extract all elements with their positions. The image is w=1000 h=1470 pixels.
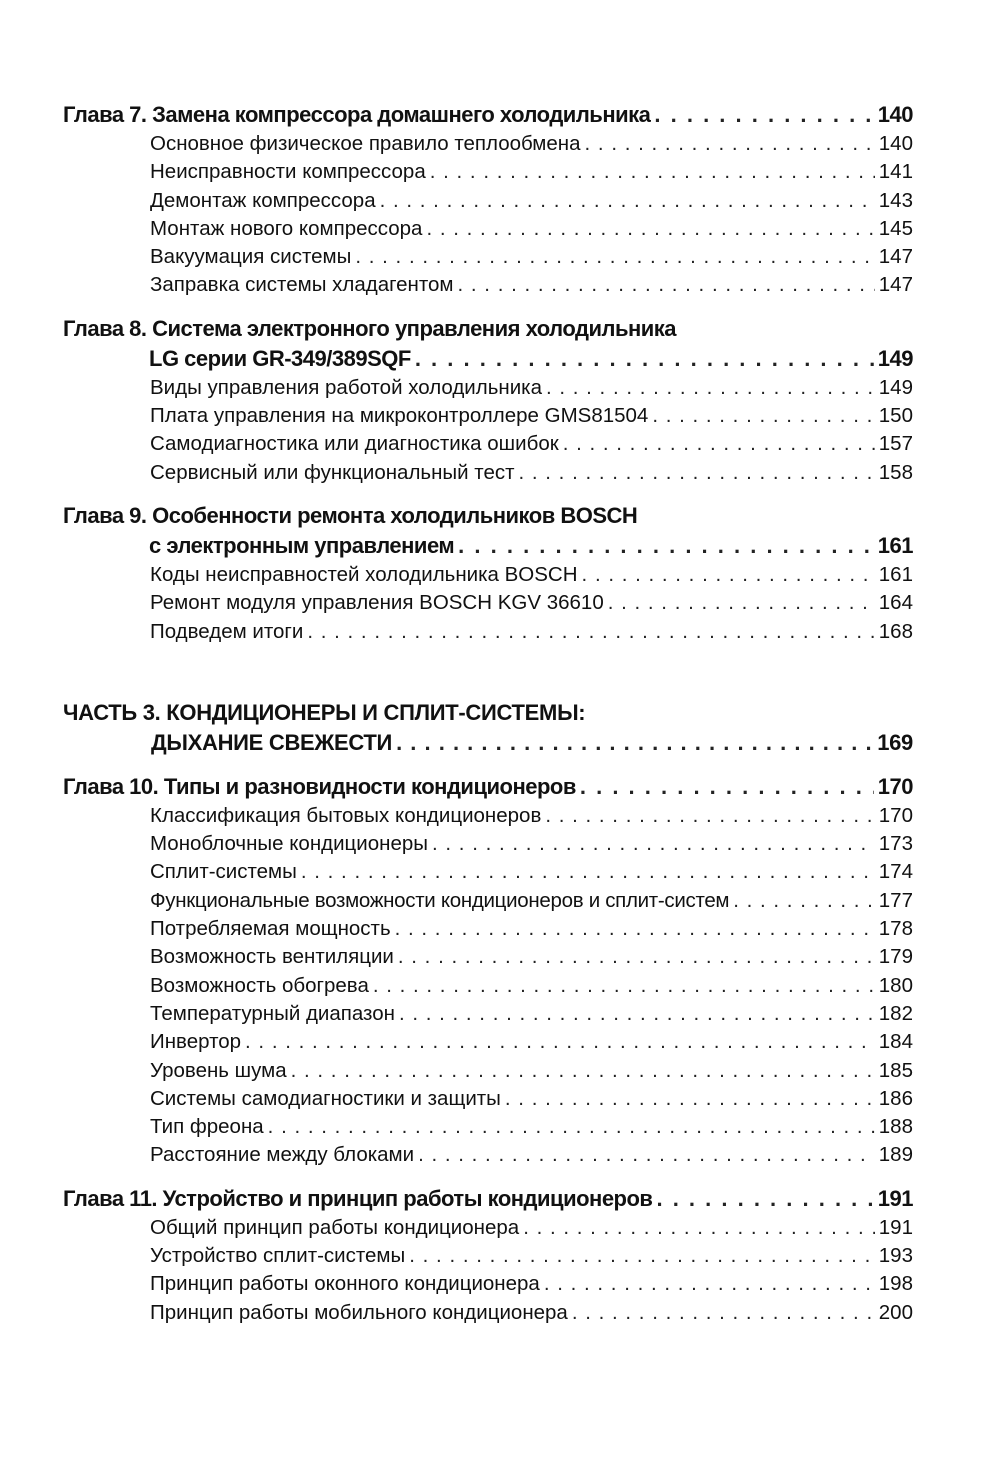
part-3-heading[interactable] [63,698,913,758]
page-number: 164 [878,591,913,615]
leader-dots [608,589,875,617]
page-number: 161 [877,532,913,558]
leader-dots [523,1214,875,1242]
page-number: 189 [878,1143,913,1167]
entry-title: Возможность вентиляции [150,945,394,969]
toc-entry[interactable] [150,887,913,915]
toc-entry[interactable] [150,1299,913,1327]
leader-dots [415,344,874,374]
chapter-title-line-2: с электронным управлением [149,532,455,558]
part-title-line-2: ДЫХАНИЕ СВЕЖЕСТИ [151,729,393,755]
toc-entry[interactable] [150,374,913,402]
entry-title: Ремонт модуля управления BOSCH KGV 36610 [150,591,604,615]
page-number: 141 [878,160,913,184]
toc-entry[interactable] [150,459,913,487]
toc-entry[interactable] [150,271,913,299]
page-number: 182 [878,1001,913,1025]
toc-entry[interactable] [150,802,913,830]
leader-dots [546,374,875,402]
page-number: 168 [878,619,913,643]
chapter-title: Глава 10. Типы и разновидности кондиционеров [63,773,576,799]
toc-entry[interactable] [150,943,913,971]
chapter-11-heading[interactable] [63,1184,913,1214]
chapter-7-heading[interactable] [63,100,913,130]
page-number: 198 [878,1272,913,1296]
entry-title: Принцип работы мобильного кондиционера [150,1300,568,1324]
leader-dots [355,243,874,271]
entry-title: Возможность обогрева [150,973,369,997]
page-number: 143 [878,188,913,212]
table-of-contents [63,100,913,1337]
leader-dots [291,1057,875,1085]
entry-title: Устройство сплит-системы [150,1244,406,1268]
page-number: 149 [878,375,913,399]
leader-dots [544,1270,875,1298]
page-number: 174 [878,860,913,884]
entry-title: Вакуумация системы [150,245,352,269]
page-number: 170 [878,803,913,827]
page-number: 140 [877,102,913,127]
leader-dots [585,130,875,158]
toc-entry[interactable] [150,1214,913,1242]
toc-entry[interactable] [150,402,913,430]
entry-title: Неисправности компрессора [150,160,426,184]
toc-entry[interactable] [150,1270,913,1298]
page-number: 200 [878,1300,913,1324]
chapter-10-sections [63,802,913,1170]
page-number: 186 [878,1086,913,1110]
toc-entry[interactable] [150,972,913,1000]
leader-dots [519,459,875,487]
leader-dots [654,100,873,130]
leader-dots [373,972,875,1000]
toc-entry[interactable] [150,215,913,243]
toc-entry[interactable] [150,915,913,943]
page-number: 185 [878,1058,913,1082]
entry-title: Основное физическое правило теплообмена [150,132,581,155]
chapter-title-line-2: LG серии GR-349/389SQF [149,345,411,371]
page-number: 173 [878,832,913,856]
toc-entry[interactable] [150,858,913,886]
page-number: 188 [878,1115,913,1139]
toc-entry[interactable] [150,130,913,158]
page-number: 149 [877,345,913,371]
page-number: 157 [878,432,913,456]
toc-entry[interactable] [150,1000,913,1028]
chapter-9-block [63,501,913,646]
part-title-line-1: ЧАСТЬ 3. КОНДИЦИОНЕРЫ И СПЛИТ-СИСТЕМЫ: [63,699,586,725]
entry-title: Классификация бытовых кондиционеров [150,803,542,827]
entry-title: Виды управления работой холодильника [150,375,542,399]
entry-title: Расстояние между блоками [150,1143,415,1167]
page-number: 147 [878,273,913,297]
page-number: 150 [878,404,913,428]
toc-entry[interactable] [150,1141,913,1169]
page-number: 180 [878,973,913,997]
page-number: 170 [877,773,913,799]
page-number: 158 [878,460,913,484]
toc-entry[interactable] [150,1028,913,1056]
entry-title: Инвертор [150,1030,242,1054]
chapter-title-line-1: Глава 9. Особенности ремонта холодильников BOSCH [63,502,638,528]
entry-title: Уровень шума [150,1058,287,1082]
toc-entry[interactable] [150,158,913,186]
chapter-8-block [63,314,913,487]
leader-dots [580,772,874,802]
entry-title: Монтаж нового компрессора [150,216,423,240]
page-number: 184 [878,1030,913,1054]
page-number: 169 [877,729,913,755]
entry-title: Самодиагностика или диагностика ошибок [150,432,559,456]
entry-title: Демонтаж компрессора [150,188,376,212]
chapter-8-heading[interactable] [63,314,913,374]
leader-dots [656,1184,873,1214]
toc-entry[interactable] [150,243,913,271]
leader-dots [307,618,874,646]
leader-dots [582,561,875,589]
chapter-11-block [63,1184,913,1327]
toc-entry[interactable] [150,1242,913,1270]
entry-title: Сплит-системы [150,860,297,884]
leader-dots [432,830,875,858]
entry-title: Температурный диапазон [150,1001,395,1025]
page-number: 145 [878,216,913,240]
page-number: 161 [878,562,913,586]
chapter-10-block [63,772,913,1170]
entry-title: Коды неисправностей холодильника BOSCH [150,562,578,586]
entry-title: Подведем итоги [150,619,304,643]
leader-dots [426,215,874,243]
toc-entry[interactable] [150,1085,913,1113]
entry-title: Моноблочные кондиционеры [150,832,429,856]
leader-dots [245,1028,875,1056]
leader-dots [418,1141,875,1169]
entry-title: Сервисный или функциональный тест [150,460,515,484]
entry-title: Принцип работы оконного кондиционера [150,1272,540,1296]
leader-dots [380,187,875,215]
entry-title: Заправка системы хладагентом [150,273,454,297]
leader-dots [395,915,875,943]
chapter-9-heading[interactable] [63,501,913,561]
leader-dots [409,1242,875,1270]
entry-title: Функциональные возможности кондиционеров и сплит-систем [150,888,730,912]
entry-title: Потребляемая мощность [150,917,391,941]
leader-dots [652,402,874,430]
leader-dots [572,1299,875,1327]
leader-dots [505,1085,875,1113]
leader-dots [430,158,875,186]
page-number: 178 [878,917,913,941]
chapter-10-heading[interactable] [63,772,913,802]
toc-entry[interactable] [150,589,913,617]
entry-title: Системы самодиагностики и защиты [150,1086,501,1110]
leader-dots [458,271,875,299]
entry-title: Общий принцип работы кондиционера [150,1215,520,1239]
leader-dots [545,802,874,830]
toc-entry[interactable] [150,830,913,858]
chapter-11-sections [63,1214,913,1327]
page-number: 191 [877,1185,913,1211]
toc-entry[interactable] [150,1113,913,1141]
leader-dots [563,430,875,458]
toc-entry[interactable] [150,561,913,589]
chapter-title: Глава 7. Замена компрессора домашнего холодильника [63,102,651,127]
chapter-title: Глава 11. Устройство и принцип работы кондиционеров [63,1185,653,1211]
leader-dots [268,1113,875,1141]
toc-entry[interactable] [150,618,913,646]
page-number: 147 [878,245,913,269]
page-number: 179 [878,945,913,969]
toc-entry[interactable] [150,430,913,458]
entry-title: Тип фреона [150,1115,264,1139]
page-number: 140 [878,132,913,155]
leader-dots [396,728,873,758]
toc-entry[interactable] [150,1057,913,1085]
chapter-7-sections [63,130,913,300]
page-number: 193 [878,1244,913,1268]
leader-dots [399,1000,875,1028]
page-number: 177 [878,888,913,912]
leader-dots [398,943,875,971]
entry-title: Плата управления на микроконтроллере GMS81504 [150,404,649,428]
leader-dots [458,531,874,561]
chapter-7-block [63,100,913,300]
chapter-8-sections [63,374,913,487]
chapter-9-sections [63,561,913,646]
page-number: 191 [878,1215,913,1239]
toc-entry[interactable] [150,187,913,215]
leader-dots [301,858,875,886]
leader-dots [733,887,875,915]
chapter-title-line-1: Глава 8. Система электронного управления холодильника [63,315,677,341]
